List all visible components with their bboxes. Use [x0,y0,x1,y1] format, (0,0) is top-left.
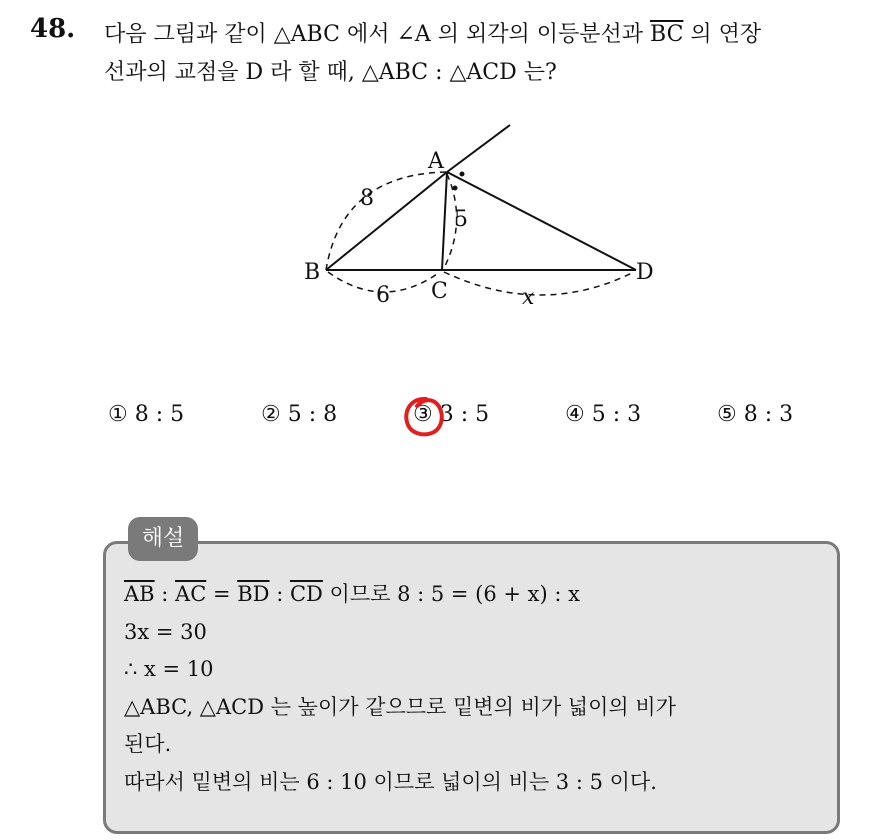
question-line-1-b: 의 연장 [683,22,762,47]
solution-line-4: △ABC, △ACD 는 높이가 같으므로 밑변의 비가 넓이의 비가 [124,694,676,719]
solution-line-5: 된다. [124,732,172,756]
side-ab [326,172,447,270]
choice-2[interactable]: ② 5 : 8 [261,402,338,427]
solution-line-2: 3x = 30 [124,619,207,644]
question-line-1-a: 다음 그림과 같이 △ABC 에서 ∠A 의 외각의 이등분선과 [104,22,651,47]
question-number: 48. [30,14,76,44]
label-c: C [431,279,448,304]
segment-bc: $\overline{BC}$ [650,22,684,47]
angle-mark-lower [453,186,458,191]
solution-content [124,576,834,801]
dim-arc-cd [444,272,634,295]
colon: : [154,582,176,606]
solution-line-3: ∴ x = 10 [124,657,214,681]
angle-mark-upper [460,172,465,177]
equals: = [206,582,238,606]
solution-line-6: 따라서 밑변의 비는 6 : 10 이므로 넓이의 비는 3 : 5 이다. [124,769,657,794]
label-a: A [428,149,444,174]
side-ac [442,172,447,270]
choice-3[interactable]: ③ 3 : 5 [413,402,490,427]
segment-cd: $\overline{CD}$ [289,582,323,606]
label-d: D [636,260,654,285]
question-text [104,16,864,92]
exterior-ray [447,125,510,172]
solution-line-1-rest: 이므로 8 : 5 = (6 + x) : x [322,582,580,606]
segment-ab: $\overline{AB}$ [124,582,155,606]
triangle-figure [290,118,670,318]
length-cd: x [522,285,535,310]
length-ab: 8 [360,186,374,211]
choice-4[interactable]: ④ 5 : 3 [565,402,642,427]
question-line-2: 선과의 교점을 D 라 할 때, △ABC : △ACD 는? [104,60,557,85]
segment-bd: $\overline{BD}$ [237,582,270,606]
label-b: B [304,260,321,285]
side-ad [447,172,636,270]
segment-ac: $\overline{AC}$ [175,582,207,606]
solution-tag: 해설 [128,517,198,561]
choice-1[interactable]: ① 8 : 5 [108,402,185,427]
length-bc: 6 [376,283,390,308]
solution-line-1 [124,576,834,614]
colon: : [269,582,290,606]
question-line-1 [104,16,864,54]
answer-circle-mark [402,394,454,440]
choice-5[interactable]: ⑤ 8 : 3 [717,402,794,427]
length-ac: 5 [454,207,468,232]
answer-choices [108,402,828,438]
